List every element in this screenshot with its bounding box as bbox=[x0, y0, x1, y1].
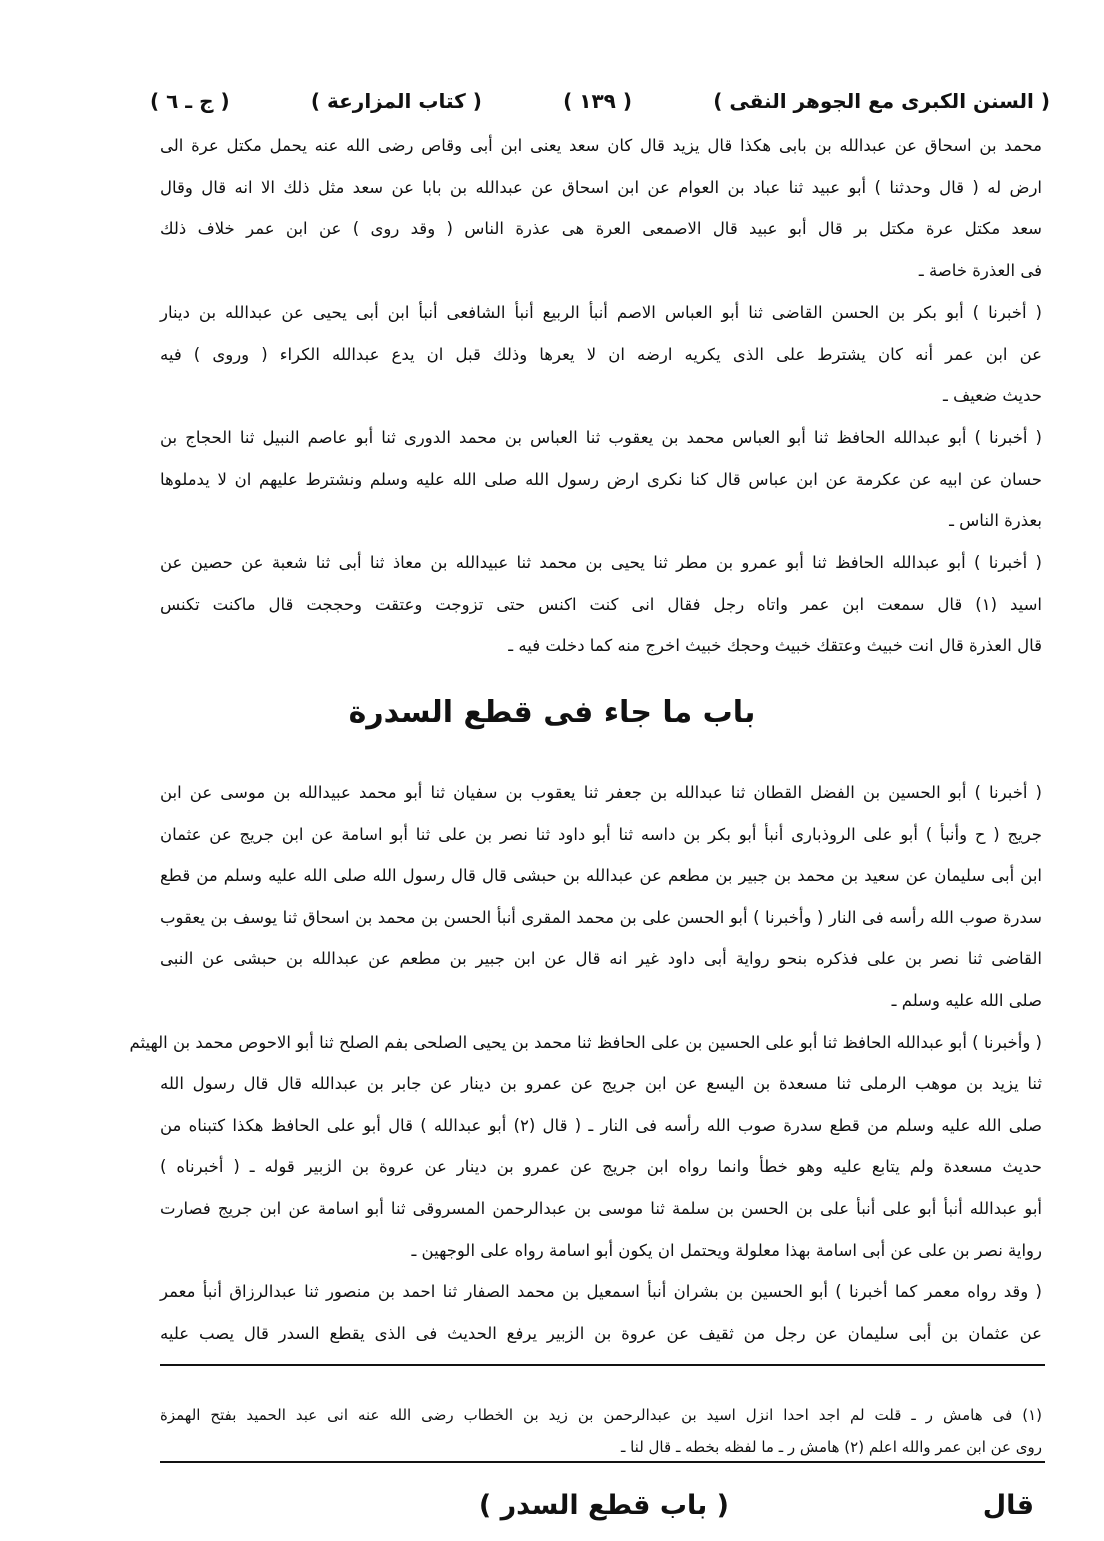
footnote-divider bbox=[160, 1364, 1045, 1366]
text-line: ( أخبرنا ) أبو عبدالله الحافظ ثنا أبو العباس محمد بن يعقوب ثنا العباس بن محمد الدورى ثنا أبو عاصم النبيل ثنا الحجاج بن bbox=[160, 427, 1042, 447]
text-line: سعد مكتل عرة مكتل بر قال أبو عبيد قال الاصمعى العرة هى عذرة الناس ( وقد روى ) عن ابن عمر خلاف ذلك bbox=[160, 219, 1042, 239]
text-line: ( وأخبرنا ) أبو عبدالله الحافظ ثنا أبو على الحسين بن على الحافظ ثنا محمد بن يحيى الصلحى بفم الصلح ثنا أبو الاحوص محمد بن الهيثم bbox=[129, 1032, 1042, 1052]
text-line: صلى الله عليه وسلم من قطع سدرة صوب الله رأسه فى النار ـ ( قال (٢) أبو عبدالله ) قال أبو على الحافظ هكذا كتبناه من bbox=[160, 1115, 1042, 1135]
footer-divider bbox=[160, 1461, 1045, 1463]
text-line: فى العذرة خاصة ـ bbox=[918, 261, 1042, 281]
text-line: ( أخبرنا ) أبو الحسين بن الفضل القطان ثنا عبدالله بن جعفر ثنا يعقوب بن سفيان ثنا أبو محمد عبيدالله بن موسى عن ابن bbox=[160, 783, 1042, 802]
section-title: باب ما جاء فى قطع السدرة bbox=[348, 695, 756, 730]
text-line: عن عثمان بن أبى سليمان عن رجل من ثقيف عن عروة بن الزبير يرفع الحديث فى الذى يقطع السدر قال يصب عليه bbox=[160, 1323, 1042, 1343]
book-title: ( السنن الكبرى مع الجوهر النقى ) bbox=[713, 89, 1050, 113]
text-line: قال العذرة قال انت خبيث وعتقك خبيث وحجك خبيث اخرج منه كما دخلت فيه ـ bbox=[508, 636, 1042, 656]
text-line: عن ابن عمر أنه كان يشترط على الذى يكريه ارضه ان لا يعرها وذلك قبل ان يدع عبدالله الكراء ( وروى ) فيه bbox=[160, 344, 1042, 364]
text-line: سدرة صوب الله رأسه فى النار ( وأخبرنا ) أبو الحسن على بن محمد المقرى أنبأ الحسن بن محمد بن اسحاق ثنا يوسف بن يعقوب bbox=[160, 907, 1042, 927]
running-title: ( باب قطع السدر ) bbox=[478, 1490, 729, 1521]
text-line: ( أخبرنا ) أبو عبدالله الحافظ ثنا أبو عمرو بن مطر ثنا يحيى بن محمد ثنا عبيدالله بن معاذ ثنا أبى ثنا شعبة عن حصين عن bbox=[160, 553, 1042, 572]
chapter-title: ( كتاب المزارعة ) bbox=[310, 89, 482, 113]
text-line: ( أخبرنا ) أبو بكر بن الحسن القاضى ثنا أبو العباس الاصم أنبأ الربيع أنبأ الشافعى أنبأ ابن أبى يحيى عن عبدالله بن دينار bbox=[160, 302, 1042, 322]
footnote-line: (١) فى هامش ر ـ قلت لم اجد احدا انزل اسيد بن عبدالرحمن بن زيد بن الخطاب رضى الله عنه انى عبد الحميد بفتح الهمزة bbox=[160, 1406, 1042, 1424]
page-number: ( ١٣٩ ) bbox=[563, 89, 632, 113]
text-line: ثنا يزيد بن موهب الرملى ثنا مسعدة بن اليسع عن ابن جريج عن عمرو بن دينار عن جابر بن عبدالله قال قال رسول الله bbox=[160, 1074, 1042, 1094]
text-line: اسيد (١) قال سمعت ابن عمر واتاه رجل فقال انى كنت اكنس حتى تزوجت وعتقت وحججت قال ماكنت تكنس bbox=[160, 594, 1043, 614]
text-line: ابن أبى سليمان عن سعيد بن محمد بن جبير بن مطعم عن عبدالله بن حبشى قال قال رسول الله صلى الله عليه وسلم من قطع bbox=[160, 866, 1042, 886]
text-line: القاضى ثنا نصر بن على فذكره بنحو رواية أبى داود غير انه قال عن ابن جبير بن مطعم عن عبدالله بن حبشى عن النبى bbox=[160, 949, 1042, 969]
page-header bbox=[150, 84, 1050, 118]
footnote-line: روى عن ابن عمر والله اعلم (٢) هامش ر ـ ما لفظه بخطه ـ قال لنا ـ bbox=[620, 1438, 1042, 1456]
text-line: محمد بن اسحاق عن عبدالله بن بابى هكذا قال يزيد قال كان سعد يعنى ابن أبى وقاص رضى الله عنه يحمل مكتل عرة الى bbox=[160, 136, 1042, 155]
catchword: قال bbox=[982, 1490, 1034, 1521]
text-line: ارض له ( قال وحدثنا ) أبو عبيد ثنا عباد بن العوام عن ابن اسحاق عن عبدالله بن بابا عن سعد مثل ذلك الا انه قال وقال bbox=[160, 177, 1042, 197]
text-line: رواية نصر بن على عن أبى اسامة بهذا معلولة ويحتمل ان يكون أبو اسامة رواه على الوجهين ـ bbox=[411, 1240, 1042, 1260]
text-line: حسان عن ابيه عن عكرمة عن ابن عباس قال كنا نكرى ارض رسول الله صلى الله عليه وسلم ونشترط عليهم ان لا يدملوها bbox=[160, 469, 1042, 489]
volume-number: ( ج ـ ٦ ) bbox=[150, 89, 230, 113]
text-line: ( وقد رواه معمر كما أخبرنا ) أبو الحسين بن بشران أنبأ اسمعيل بن محمد الصفار ثنا احمد بن منصور ثنا عبدالرزاق أنبأ معمر bbox=[160, 1282, 1042, 1302]
text-line: حديث مسعدة ولم يتابع عليه وهو خطأ وانما رواه ابن جريج عن عمرو بن دينار عن عروة بن الزبير قوله ـ ( أخبرناه ) bbox=[160, 1157, 1042, 1177]
text-line: حديث ضعيف ـ bbox=[942, 386, 1042, 406]
text-line: أبو عبدالله أنبأ أبو على أنبأ على بن الحسن بن سلمة ثنا موسى بن عبدالرحمن المسروقى ثنا أبو اسامة عن ابن جريج فصارت bbox=[160, 1199, 1042, 1218]
text-line: صلى الله عليه وسلم ـ bbox=[891, 991, 1042, 1010]
text-line: جريج ( ح وأنبأ ) أبو على الروذبارى أنبأ أبو بكر بن داسه ثنا أبو داود ثنا نصر بن على ثنا أبو اسامة عن ابن جريج عن عثمان bbox=[160, 824, 1042, 844]
text-line: بعذرة الناس ـ bbox=[949, 511, 1042, 531]
